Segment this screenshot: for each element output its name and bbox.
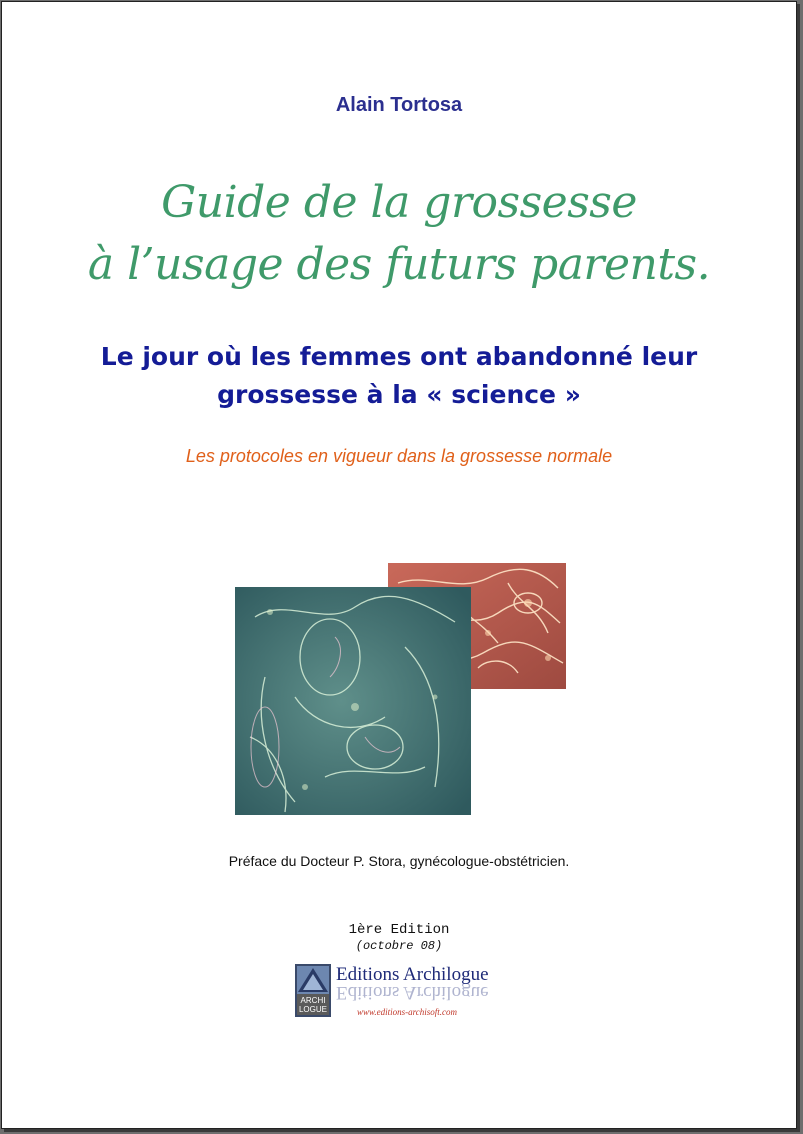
publisher-logo-label xyxy=(295,996,331,1014)
edition-date: (octobre 08) xyxy=(355,939,443,953)
title-line-1: Guide de la grossesse xyxy=(161,177,637,228)
illustration-mother-child xyxy=(235,587,471,815)
publisher-name-reflection: Editions Archilogue xyxy=(336,982,489,1003)
book-subtitle xyxy=(62,338,736,414)
title-line-2: à l’usage des futurs parents. xyxy=(87,239,711,290)
book-cover-page xyxy=(1,1,797,1129)
publisher-url: www.editions-archisoft.com xyxy=(357,1007,457,1017)
logo-line-2: LOGUE xyxy=(298,1005,327,1014)
logo-line-1: ARCHI xyxy=(300,996,326,1005)
book-tagline: Les protocoles en vigueur dans la grossesse normale xyxy=(185,446,613,466)
subtitle-line-1: Le jour où les femmes ont abandonné leur xyxy=(100,342,698,371)
subtitle-line-2: grossesse à la « science » xyxy=(217,380,581,409)
book-title xyxy=(2,172,796,296)
edition-info xyxy=(302,922,496,954)
preface-credit: Préface du Docteur P. Stora, gynécologue-obstétricien. xyxy=(228,853,570,869)
publisher-name: Editions Archilogue xyxy=(336,964,489,985)
edition-number: 1ère Edition xyxy=(348,922,450,938)
author-name: Alain Tortosa xyxy=(335,94,463,116)
